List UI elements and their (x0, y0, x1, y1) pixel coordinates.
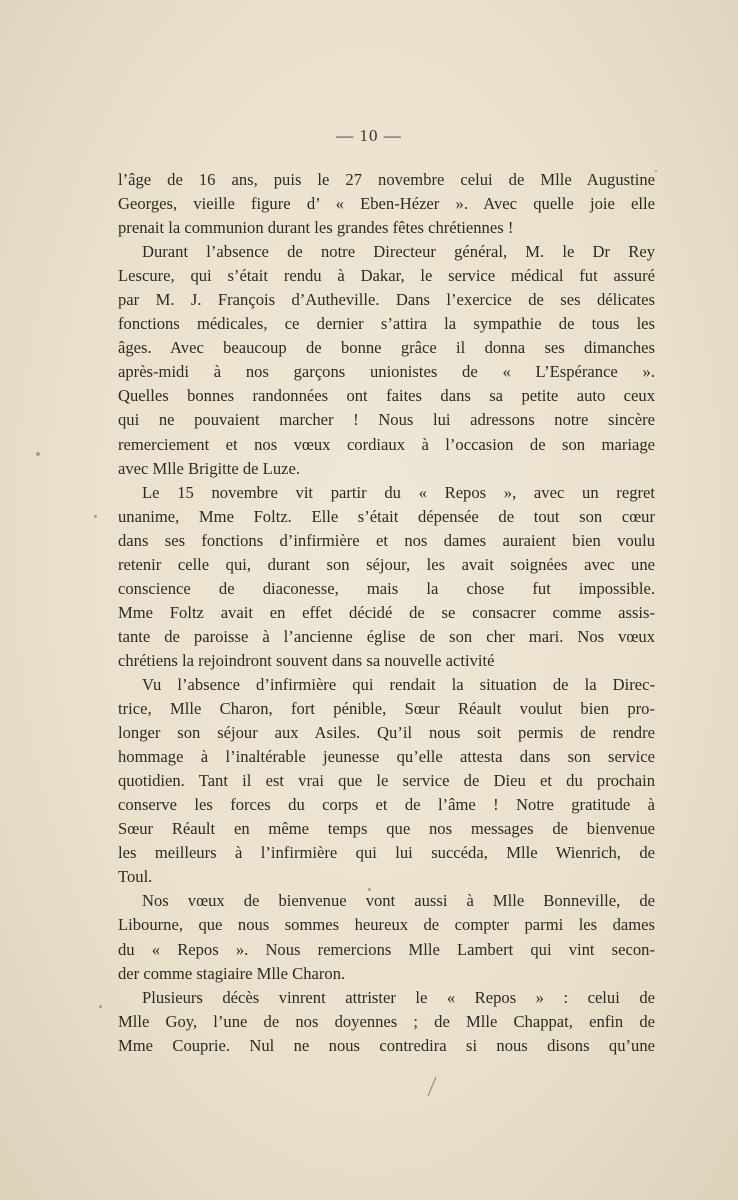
text-line: quotidien. Tant il est vrai que le service de Dieu et du prochain (118, 771, 655, 791)
text-line: âges. Avec beaucoup de bonne grâce il donna ses dimanches (118, 338, 655, 358)
text-line: Plusieurs décès vinrent attrister le « Repos » : celui de (142, 987, 655, 1007)
text-line: qui ne pouvaient marcher ! Nous lui adressons notre sincère (118, 410, 655, 430)
text-line: Libourne, que nous sommes heureux de compter parmi les dames (118, 915, 655, 935)
text-line: prenait la communion durant les grandes fêtes chrétiennes ! (118, 218, 514, 238)
text-line: par M. J. François d’Autheville. Dans l’exercice de ses délicates (118, 290, 655, 310)
text-line: Sœur Réault en même temps que nos messages de bienvenue (118, 819, 655, 839)
paper-speck (94, 515, 97, 518)
text-line: Mlle Goy, l’une de nos doyennes ; de Mlle Chappat, enfin de (118, 1011, 655, 1031)
text-line: retenir celle qui, durant son séjour, les avait soignées avec une (118, 554, 655, 574)
text-line: fonctions médicales, ce dernier s’attira la sympathie de tous les (118, 314, 655, 334)
text-line: hommage à l’inaltérable jeunesse qu’elle attesta dans son service (118, 747, 655, 767)
text-line: Nos vœux de bienvenue vont aussi à Mlle Bonneville, de (142, 891, 655, 911)
ink-mark (425, 1075, 439, 1097)
text-line: avec Mlle Brigitte de Luze. (118, 458, 300, 478)
text-line: chrétiens la rejoindront souvent dans sa nouvelle activité (118, 650, 495, 670)
text-line: remerciement et nos vœux cordiaux à l’occasion de son mariage (118, 434, 655, 454)
body-text (118, 168, 655, 1058)
text-line: Durant l’absence de notre Directeur général, M. le Dr Rey (142, 242, 655, 262)
text-line: trice, Mlle Charon, fort pénible, Sœur Réault voulut bien pro- (118, 699, 655, 719)
text-line: les meilleurs à l’infirmière qui lui succéda, Mlle Wienrich, de (118, 843, 655, 863)
paper-speck (36, 452, 40, 456)
text-line: tante de paroisse à l’ancienne église de son cher mari. Nos vœux (118, 626, 655, 646)
text-line: après-midi à nos garçons unionistes de « L’Espérance ». (118, 362, 655, 382)
text-line: Georges, vieille figure d’ « Eben-Hézer ». Avec quelle joie elle (118, 194, 655, 214)
text-line: Lescure, qui s’était rendu à Dakar, le service médical fut assuré (118, 266, 655, 286)
text-line: dans ses fonctions d’infirmière et nos dames auraient bien voulu (118, 530, 655, 550)
text-line: Mme Foltz avait en effet décidé de se consacrer comme assis- (118, 602, 655, 622)
text-line: Mme Couprie. Nul ne nous contredira si nous disons qu’une (118, 1035, 655, 1055)
text-line: conserve les forces du corps et de l’âme ! Notre gratitude à (118, 795, 655, 815)
text-line: Vu l’absence d’infirmière qui rendait la situation de la Direc- (142, 674, 655, 694)
text-line: Toul. (118, 867, 153, 887)
paper-speck (368, 888, 371, 891)
text-line: longer son séjour aux Asiles. Qu’il nous soit permis de rendre (118, 723, 655, 743)
text-line: l’âge de 16 ans, puis le 27 novembre celui de Mlle Augustine (118, 170, 655, 189)
paper-speck (655, 170, 657, 172)
text-line: conscience de diaconesse, mais la chose fut impossible. (118, 578, 655, 598)
page-number: — 10 — (336, 126, 402, 145)
text-line: Le 15 novembre vit partir du « Repos », avec un regret (142, 482, 655, 502)
paper-speck (99, 1005, 102, 1008)
text-line: du « Repos ». Nous remercions Mlle Lambert qui vint secon- (118, 939, 655, 959)
text-line: unanime, Mme Foltz. Elle s’était dépensée de tout son cœur (118, 506, 655, 526)
text-line: der comme stagiaire Mlle Charon. (118, 963, 346, 983)
text-line: Quelles bonnes randonnées ont faites dans sa petite auto ceux (118, 386, 655, 406)
